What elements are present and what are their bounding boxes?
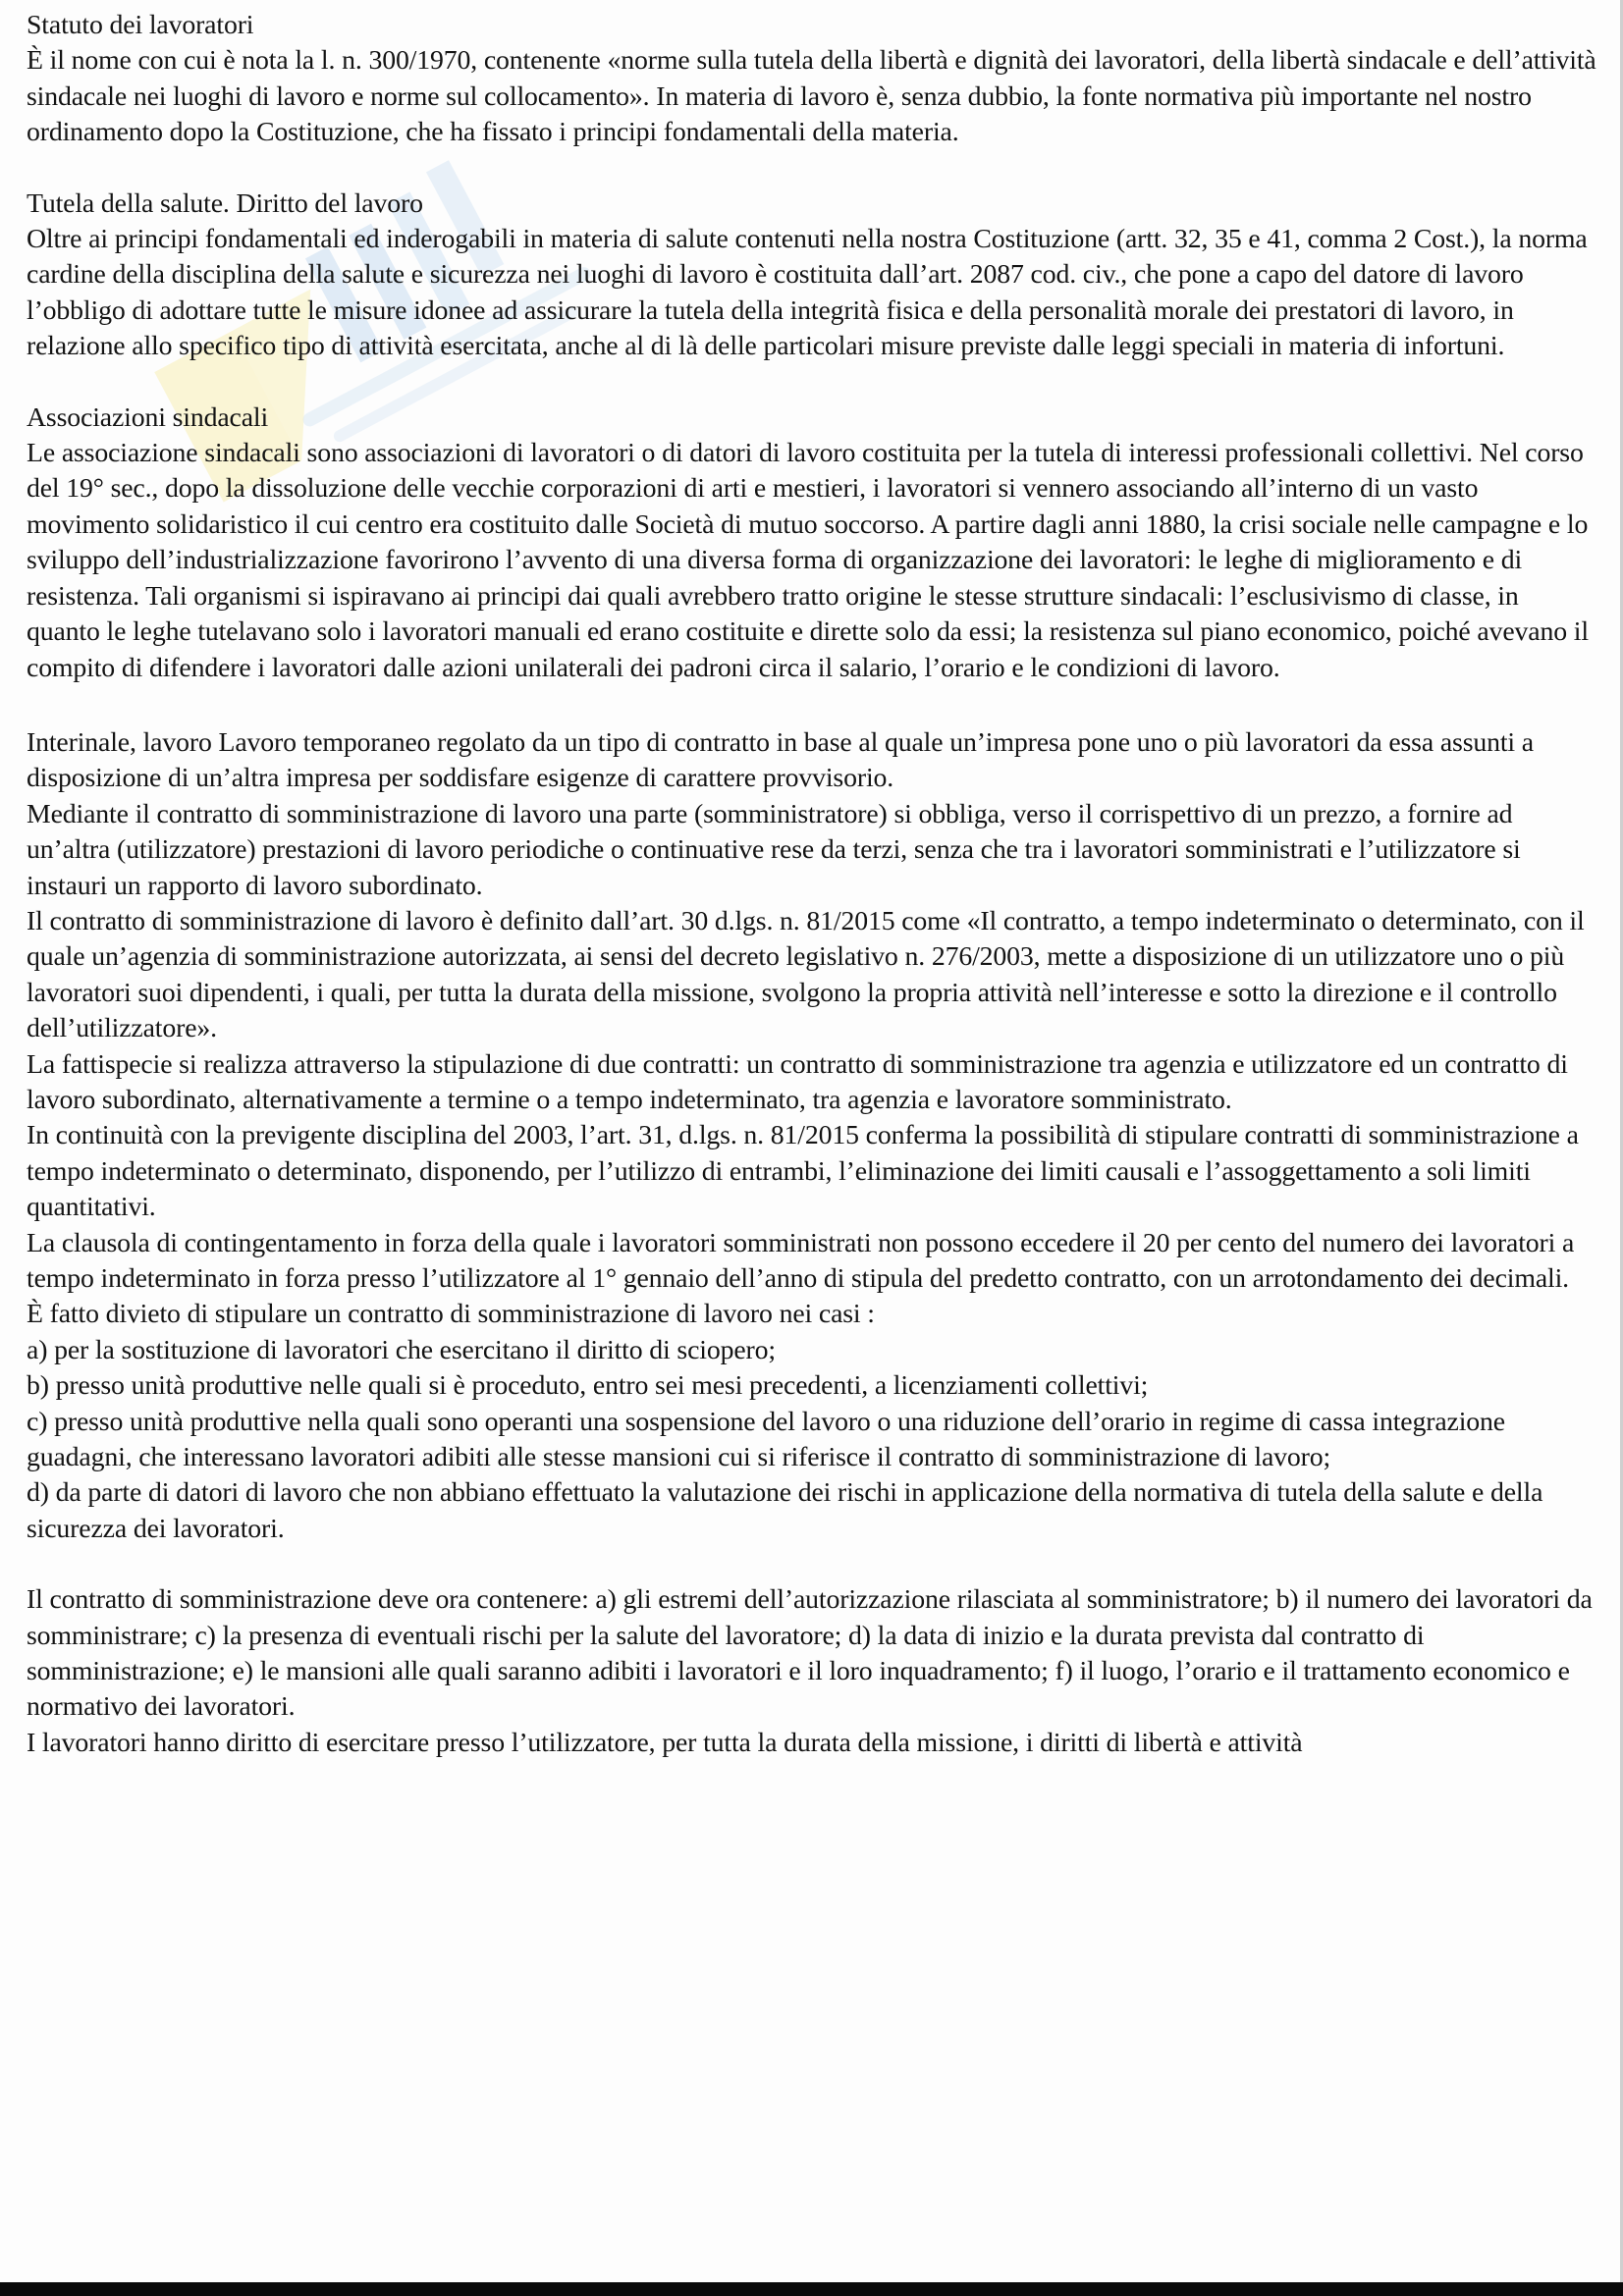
list-item: b) presso unità produttive nelle quali si è proceduto, entro sei mesi precedenti, a licenziamenti collettivi; — [27, 1370, 1149, 1402]
paragraph: Il contratto di somministrazione di lavoro è definito dall’art. 30 d.lgs. n. 81/2015 come «Il contratto, a tempo indeterminato o determinato, con il quale un’agenzia di somministrazione autorizzata, ai sensi del decreto legislativo n. 276/2003, mette a disposizione di un utilizzatore uno o più lavoratori suoi dipendenti, i quali, per tutta la durata della missione, svolgono la propria attività nell’interesse e sotto la direzione e il controllo dell’utilizzatore». — [27, 905, 1585, 1044]
section-title: Statuto dei lavoratori — [27, 10, 254, 40]
section-interinale — [27, 725, 1597, 1547]
section-salute — [27, 187, 1597, 365]
section-contenuto — [27, 1582, 1597, 1761]
paragraph: È fatto divieto di stipulare un contratto di somministrazione di lavoro nei casi : — [27, 1299, 875, 1330]
paragraph: Mediante il contratto di somministrazione di lavoro una parte (somministratore) si obbliga, verso il corrispettivo di un prezzo, a fornire ad un’altra (utilizzatore) prestazioni di lavoro periodiche o continuative rese da terzi, senza che tra i lavoratori somministrati e l’utilizzatore si instauri un rapporto di lavoro subordinato. — [27, 798, 1521, 901]
paragraph: In continuità con la previgente disciplina del 2003, l’art. 31, d.lgs. n. 81/2015 conferma la possibilità di stipulare contratti di somministrazione a tempo indeterminato o determinato, disponendo, per l’utilizzo di entrambi, l’eliminazione dei limiti causali e l’assoggettamento a soli limiti quantitativi. — [27, 1120, 1579, 1223]
section-title: Associazioni sindacali — [27, 401, 269, 433]
list-item: a) per la sostituzione di lavoratori che esercitano il diritto di sciopero; — [27, 1334, 776, 1365]
scan-bottom-border — [0, 2282, 1623, 2296]
paragraph: Interinale, lavoro Lavoro temporaneo regolato da un tipo di contratto in base al quale un’impresa pone uno o più lavoratori da essa assunti a disposizione di un’altra impresa per soddisfare esigenze di carattere provvisorio. — [27, 726, 1534, 794]
section-statuto — [27, 8, 1597, 151]
list-item: d) da parte di datori di lavoro che non abbiano effettuato la valutazione dei rischi in applicazione della normativa di tutela della salute e della sicurezza dei lavoratori. — [27, 1477, 1543, 1544]
section-body: Le associazione sindacali sono associazioni di lavoratori o di datori di lavoro costituita per la tutela di interessi professionali collettivi. Nel corso del 19° sec., dopo la dissoluzione delle vecchie corporazioni di arti e mestieri, i lavoratori si vennero associando all’interno di un vasto movimento solidaristico il cui centro era costituito dalle Società di mutuo soccorso. A partire dagli anni 1880, la crisi sociale nelle campagne e lo sviluppo dell’industrializzazione favorirono l’avvento di una diversa forma di organizzazione dei lavoratori: le leghe di miglioramento e di resistenza. Tali organismi si ispiravano ai principi dai quali avrebbero tratto origine le stesse strutture sindacali: l’esclusivismo di classe, in quanto le leghe tutelavano solo i lavoratori manuali ed erano costituite e dirette solo da essi; la resistenza sul piano economico, poiché avevano il compito di difendere i lavoratori dalle azioni unilaterali dei padroni circa il salario, l’orario e le condizioni di lavoro. — [27, 438, 1589, 683]
paragraph: La fattispecie si realizza attraverso la stipulazione di due contratti: un contratto di somministrazione tra agenzia e utilizzatore ed un contratto di lavoro subordinato, alternativamente a termine o a tempo indeterminato, tra agenzia e lavoratore somministrato. — [27, 1048, 1568, 1115]
section-body: Oltre ai principi fondamentali ed inderogabili in materia di salute contenuti nella nostra Costituzione (artt. 32, 35 e 41, comma 2 Cost.), la norma cardine della disciplina della salute e sicurezza nei luoghi di lavoro è costituita dall’art. 2087 cod. civ., che pone a capo del datore di lavoro l’obbligo di adottare tutte le misure idonee ad assicurare la tutela della integrità fisica e della personalità morale dei prestatori di lavoro, in relazione allo specifico tipo di attività esercitata, anche al di là delle particolari misure previste dalle leggi speciali in materia di infortuni. — [27, 224, 1588, 362]
paragraph: Il contratto di somministrazione deve ora contenere: a) gli estremi dell’autorizzazione rilasciata al somministratore; b) il numero dei lavoratori da somministrare; c) la presenza di eventuali rischi per la salute del lavoratore; d) la data di inizio e la durata prevista dal contratto di somministrazione; e) le mansioni alle quali saranno adibiti i lavoratori e il loro inquadramento; f) il luogo, l’orario e il trattamento economico e normativo dei lavoratori. — [27, 1584, 1593, 1723]
list-item: c) presso unità produttive nella quali sono operanti una sospensione del lavoro o una riduzione dell’orario in regime di cassa integrazione guadagni, che interessano lavoratori adibiti alle stesse mansioni cui si riferisce il contratto di somministrazione di lavoro; — [27, 1406, 1505, 1473]
paragraph: La clausola di contingentamento in forza della quale i lavoratori somministrati non possono eccedere il 20 per cento del numero dei lavoratori a tempo indeterminato in forza presso l’utilizzatore al 1° gennaio dell’anno di stipula del predetto contratto, con un arrotondamento dei decimali. — [27, 1227, 1575, 1294]
section-title: Tutela della salute. Diritto del lavoro — [27, 187, 423, 219]
section-associazioni — [27, 400, 1597, 686]
paragraph: I lavoratori hanno diritto di esercitare presso l’utilizzatore, per tutta la durata della missione, i diritti di libertà e attività — [27, 1727, 1303, 1758]
section-body: È il nome con cui è nota la l. n. 300/1970, contenente «norme sulla tutela della libertà e dignità dei lavoratori, della libertà sindacale e dell’attività sindacale nei luoghi di lavoro e norme sul collocamento». In materia di lavoro è, senza dubbio, la fonte normativa più importante nel nostro ordinamento dopo la Costituzione, che ha fissato i principi fondamentali della materia. — [27, 45, 1596, 148]
document-text — [27, 8, 1597, 1796]
